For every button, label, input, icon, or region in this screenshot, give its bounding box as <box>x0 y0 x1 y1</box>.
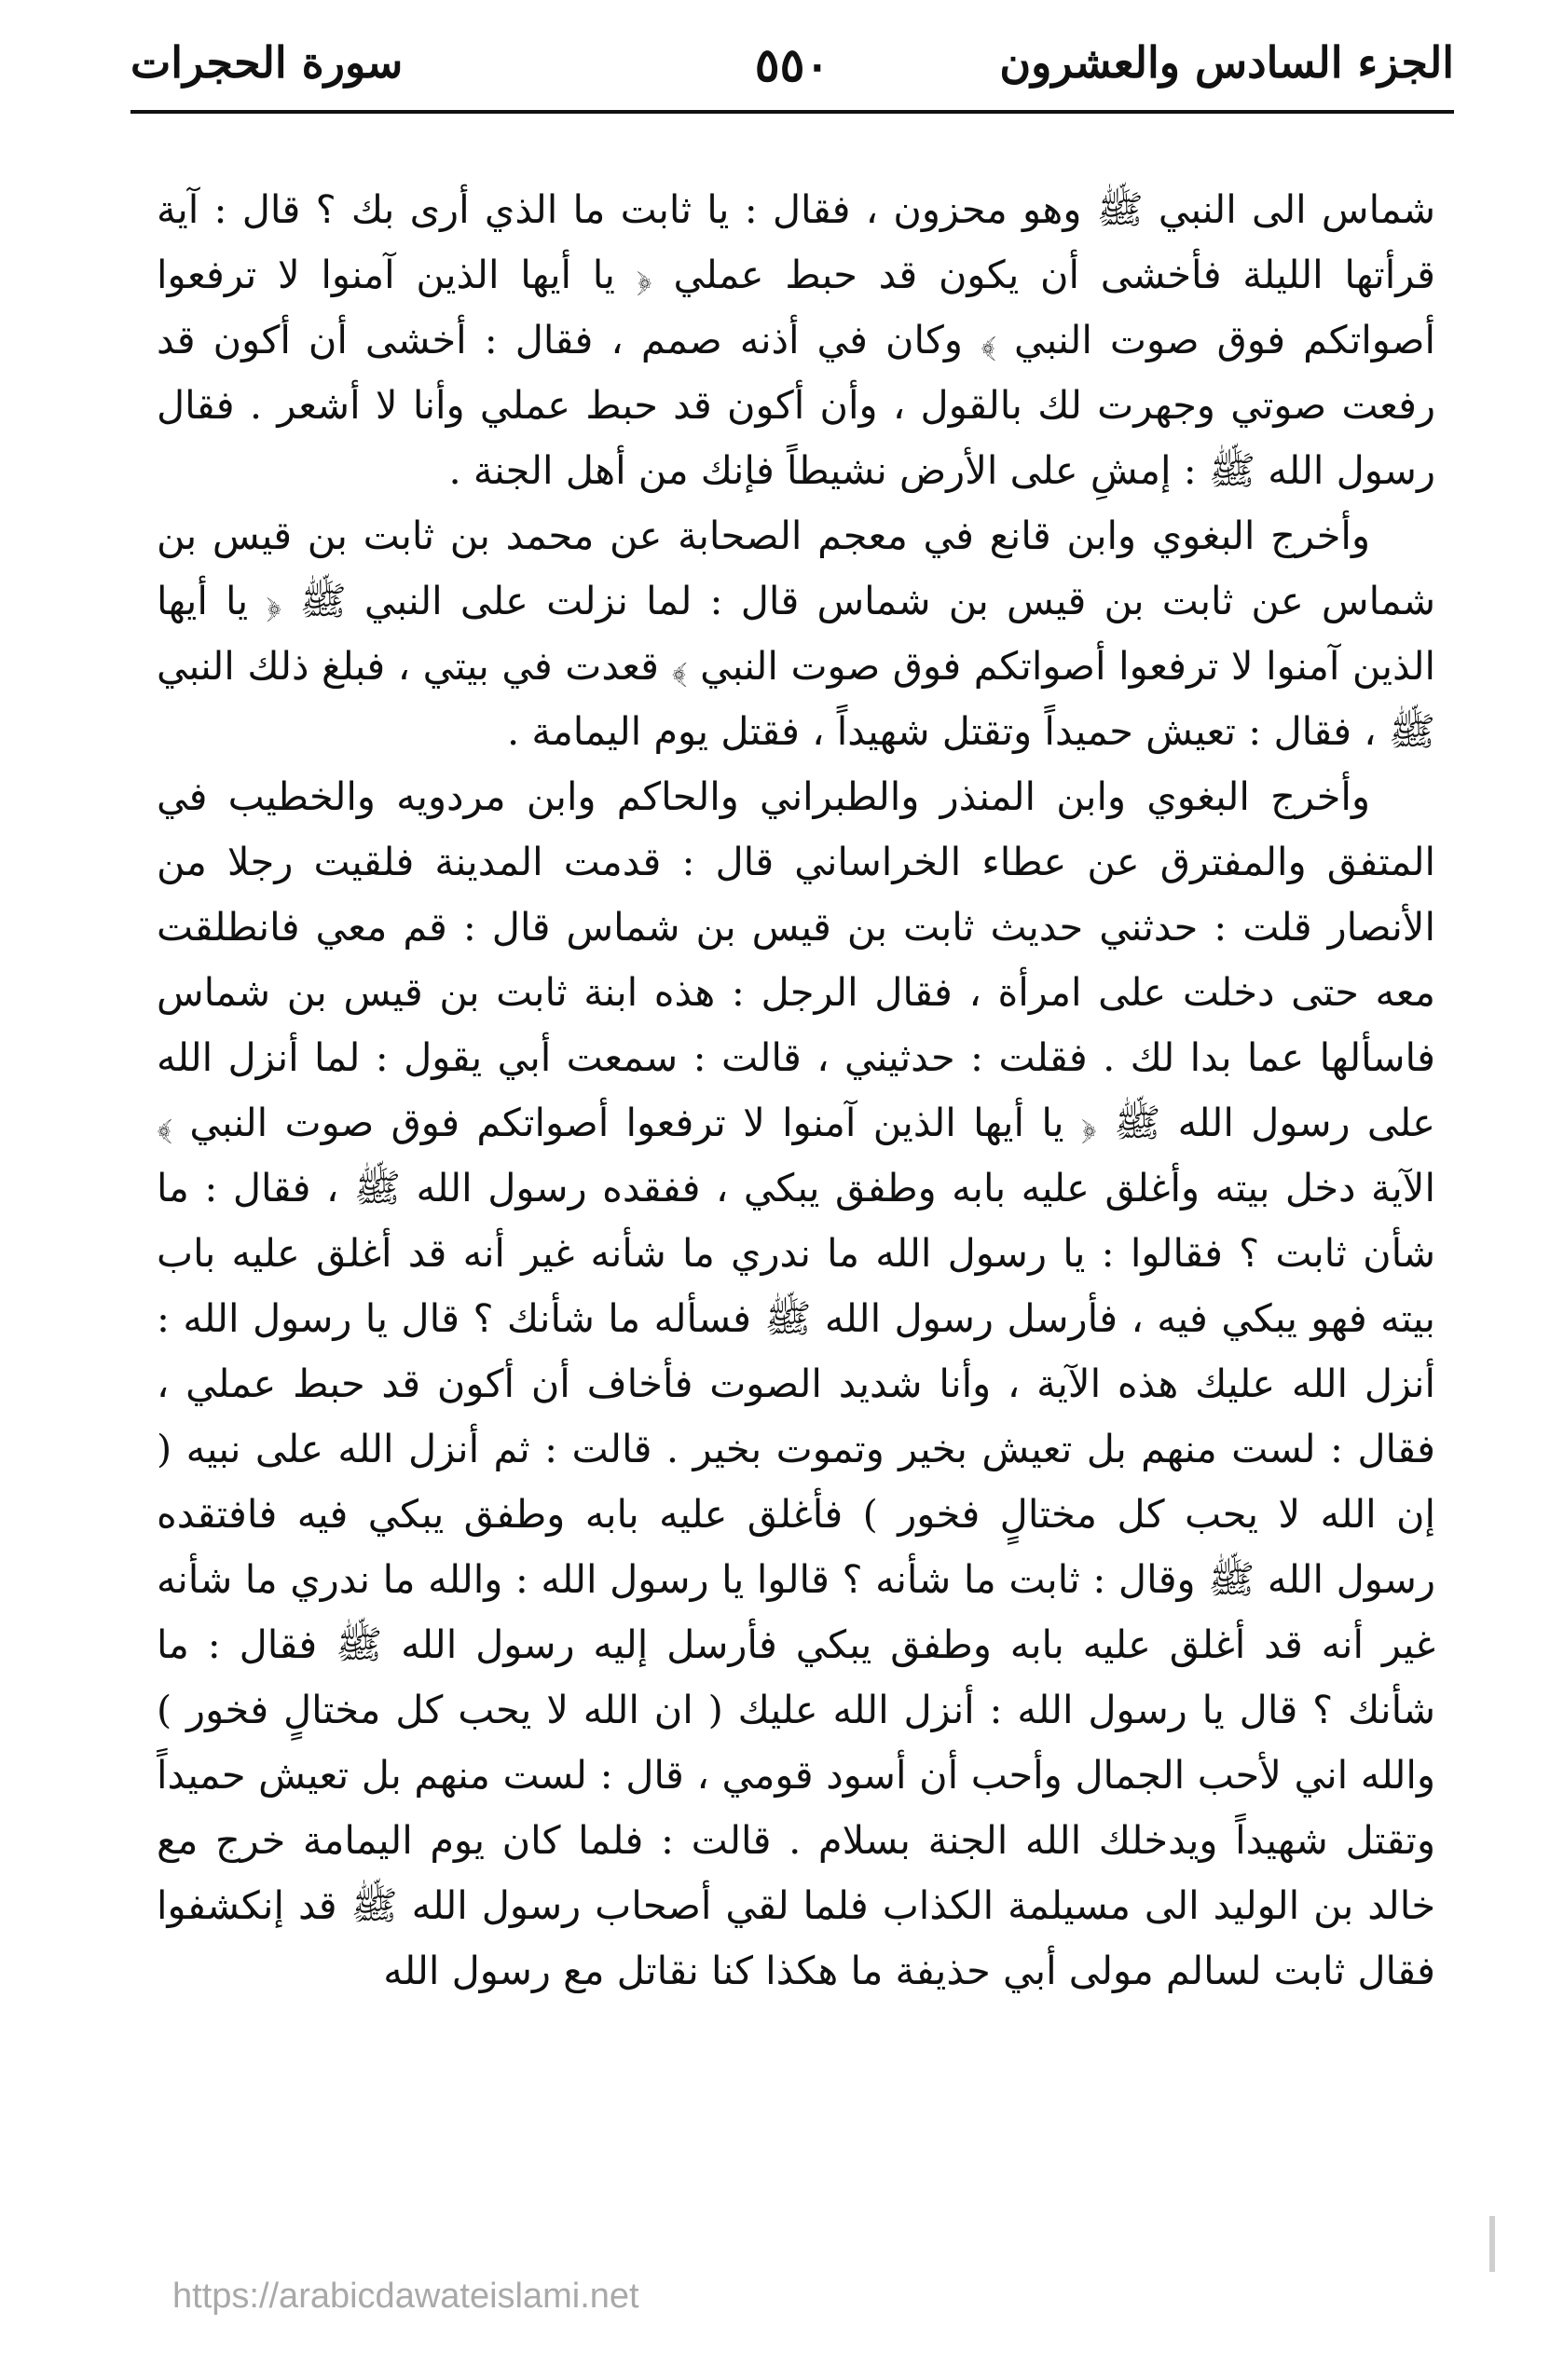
paragraph-1: شماس الى النبي ﷺ وهو محزون ، فقال : يا ثابت ما الذي أرى بك ؟ قال : آية قرأتها الليلة فأخشى أن يكون قد حبط عملي ﴿ يا أيها الذين آمنوا لا ترفعوا أصواتكم فوق صوت النبي ﴾ وكان في أذنه صمم ، فقال : أخشى أن أكون قد رفعت صوتي وجهرت لك بالقول ، وأن أكون قد حبط عملي وأنا لا أشعر . فقال رسول الله ﷺ : إمشِ على الأرض نشيطاً فإنك من أهل الجنة . <box>157 186 1435 493</box>
header-rule <box>130 110 1454 114</box>
page-header <box>130 28 1454 103</box>
part-title: الجزء السادس والعشرون <box>999 37 1454 88</box>
watermark-url: https://arabicdawateislami.net <box>172 2277 639 2316</box>
paragraph-3: وأخرج البغوي وابن المنذر والطبراني والحاكم وابن مردويه والخطيب في المتفق والمفترق عن عطاء الخراساني قال : قدمت المدينة فلقيت رجلا من الأنصار قلت : حدثني حديث ثابت بن قيس بن شماس قال : قم معي فانطلقت معه حتى دخلت على امرأة ، فقال الرجل : هذه ابنة ثابت بن قيس بن شماس فاسألها عما بدا لك . فقلت : حدثيني ، قالت : سمعت أبي يقول : لما أنزل الله على رسول الله ﷺ ﴿ يا أيها الذين آمنوا لا ترفعوا أصواتكم فوق صوت النبي ﴾ الآية دخل بيته وأغلق عليه بابه وطفق يبكي ، ففقده رسول الله ﷺ ، فقال : ما شأن ثابت ؟ فقالوا : يا رسول الله ما ندري ما شأنه غير أنه قد أغلق عليه باب بيته فهو يبكي فيه ، فأرسل رسول الله ﷺ فسأله ما شأنك ؟ قال يا رسول الله : أنزل الله عليك هذه الآية ، وأنا شديد الصوت فأخاف أن أكون قد حبط عملي ، فقال : لست منهم بل تعيش بخير وتموت بخير . قالت : ثم أنزل الله على نبيه ( إن الله لا يحب كل مختالٍ فخور ) فأغلق عليه بابه وطفق يبكي فيه فافتقده رسول الله ﷺ وقال : ثابت ما شأنه ؟ قالوا يا رسول الله : والله ما ندري ما شأنه غير أنه قد أغلق عليه بابه وطفق يبكي فأرسل إليه رسول الله ﷺ فقال : ما شأنك ؟ قال يا رسول الله : أنزل الله عليك ( ان الله لا يحب كل مختالٍ فخور ) والله اني لأحب الجمال وأحب أن أسود قومي ، قال : لست منهم بل تعيش حميداً وتقتل شهيداً ويدخلك الله الجنة بسلام . قالت : فلما كان يوم اليمامة خرج مع خالد بن الوليد الى مسيلمة الكذاب فلما لقي أصحاب رسول الله ﷺ قد إنكشفوا فقال ثابت لسالم مولى أبي حذيفة ما هكذا كنا نقاتل مع رسول الله <box>157 773 1435 1993</box>
page-number: ٥٥٠ <box>754 37 830 92</box>
body-text <box>157 177 1435 2209</box>
scan-edge-mark <box>1489 2216 1495 2272</box>
paragraph-2: وأخرج البغوي وابن قانع في معجم الصحابة عن محمد بن ثابت بن قيس بن شماس عن ثابت بن قيس بن شماس قال : لما نزلت على النبي ﷺ ﴿ يا أيها الذين آمنوا لا ترفعوا أصواتكم فوق صوت النبي ﴾ قعدت في بيتي ، فبلغ ذلك النبي ﷺ ، فقال : تعيش حميداً وتقتل شهيداً ، فقتل يوم اليمامة . <box>157 513 1435 754</box>
surah-title: سورة الحجرات <box>130 37 404 88</box>
